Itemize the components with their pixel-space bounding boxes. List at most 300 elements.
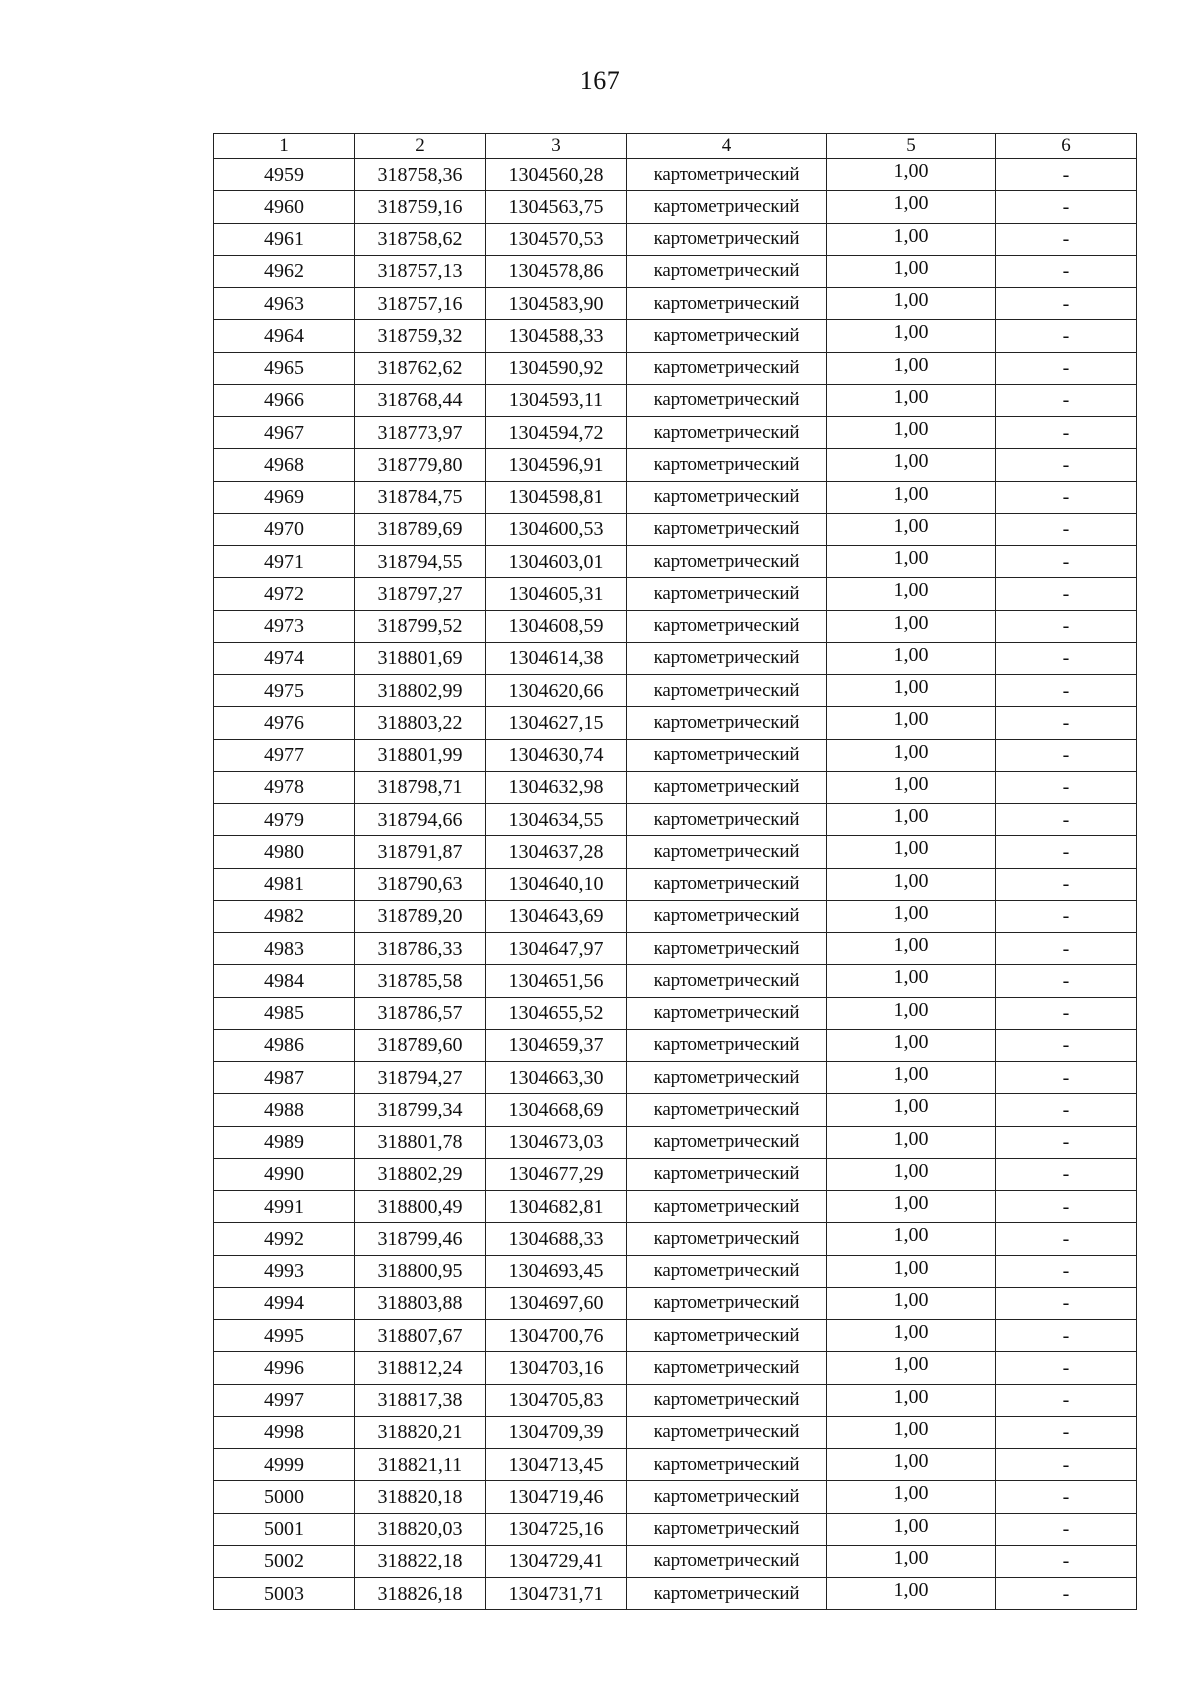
y-coordinate-cell: 1304598,81 (486, 481, 627, 513)
table-row (214, 1449, 1137, 1481)
header-col-4: 4 (627, 134, 827, 159)
table-body (214, 159, 1137, 1610)
note-cell: - (996, 771, 1137, 803)
method-cell: картометрический (627, 481, 827, 513)
point-number-cell: 4959 (214, 159, 355, 191)
accuracy-cell: 1,00 (827, 1287, 996, 1319)
table-row (214, 707, 1137, 739)
method-cell: картометрический (627, 997, 827, 1029)
note-cell: - (996, 546, 1137, 578)
y-coordinate-cell: 1304590,92 (486, 352, 627, 384)
note-cell: - (996, 997, 1137, 1029)
accuracy-cell: 1,00 (827, 707, 996, 739)
method-cell: картометрический (627, 1094, 827, 1126)
accuracy-cell: 1,00 (827, 1352, 996, 1384)
accuracy-cell: 1,00 (827, 481, 996, 513)
x-coordinate-cell: 318784,75 (355, 481, 486, 513)
accuracy-cell: 1,00 (827, 1578, 996, 1610)
method-cell: картометрический (627, 1481, 827, 1513)
x-coordinate-cell: 318773,97 (355, 417, 486, 449)
y-coordinate-cell: 1304620,66 (486, 675, 627, 707)
point-number-cell: 4978 (214, 771, 355, 803)
point-number-cell: 4967 (214, 417, 355, 449)
note-cell: - (996, 675, 1137, 707)
x-coordinate-cell: 318794,66 (355, 804, 486, 836)
table-row (214, 1384, 1137, 1416)
method-cell: картометрический (627, 1255, 827, 1287)
point-number-cell: 5002 (214, 1545, 355, 1577)
point-number-cell: 4970 (214, 513, 355, 545)
accuracy-cell: 1,00 (827, 933, 996, 965)
x-coordinate-cell: 318800,49 (355, 1191, 486, 1223)
method-cell: картометрический (627, 1578, 827, 1610)
y-coordinate-cell: 1304668,69 (486, 1094, 627, 1126)
note-cell: - (996, 481, 1137, 513)
note-cell: - (996, 868, 1137, 900)
y-coordinate-cell: 1304578,86 (486, 255, 627, 287)
x-coordinate-cell: 318801,78 (355, 1126, 486, 1158)
point-number-cell: 4989 (214, 1126, 355, 1158)
x-coordinate-cell: 318758,62 (355, 223, 486, 255)
point-number-cell: 4996 (214, 1352, 355, 1384)
table-row (214, 1191, 1137, 1223)
x-coordinate-cell: 318797,27 (355, 578, 486, 610)
table-row (214, 546, 1137, 578)
y-coordinate-cell: 1304719,46 (486, 1481, 627, 1513)
x-coordinate-cell: 318757,13 (355, 255, 486, 287)
method-cell: картометрический (627, 1287, 827, 1319)
method-cell: картометрический (627, 933, 827, 965)
x-coordinate-cell: 318790,63 (355, 868, 486, 900)
accuracy-cell: 1,00 (827, 804, 996, 836)
method-cell: картометрический (627, 449, 827, 481)
method-cell: картометрический (627, 578, 827, 610)
y-coordinate-cell: 1304688,33 (486, 1223, 627, 1255)
method-cell: картометрический (627, 771, 827, 803)
x-coordinate-cell: 318820,18 (355, 1481, 486, 1513)
accuracy-cell: 1,00 (827, 1191, 996, 1223)
point-number-cell: 4977 (214, 739, 355, 771)
accuracy-cell: 1,00 (827, 1416, 996, 1448)
y-coordinate-cell: 1304729,41 (486, 1545, 627, 1577)
point-number-cell: 5000 (214, 1481, 355, 1513)
point-number-cell: 4986 (214, 1029, 355, 1061)
y-coordinate-cell: 1304643,69 (486, 900, 627, 932)
x-coordinate-cell: 318786,33 (355, 933, 486, 965)
x-coordinate-cell: 318799,46 (355, 1223, 486, 1255)
accuracy-cell: 1,00 (827, 1255, 996, 1287)
header-col-2: 2 (355, 134, 486, 159)
point-number-cell: 4968 (214, 449, 355, 481)
table-row (214, 675, 1137, 707)
note-cell: - (996, 352, 1137, 384)
y-coordinate-cell: 1304651,56 (486, 965, 627, 997)
table-row (214, 1545, 1137, 1577)
method-cell: картометрический (627, 1320, 827, 1352)
accuracy-cell: 1,00 (827, 1481, 996, 1513)
method-cell: картометрический (627, 675, 827, 707)
table-row (214, 1416, 1137, 1448)
point-number-cell: 4982 (214, 900, 355, 932)
note-cell: - (996, 223, 1137, 255)
x-coordinate-cell: 318801,99 (355, 739, 486, 771)
note-cell: - (996, 1578, 1137, 1610)
table-row (214, 255, 1137, 287)
x-coordinate-cell: 318798,71 (355, 771, 486, 803)
x-coordinate-cell: 318759,32 (355, 320, 486, 352)
y-coordinate-cell: 1304630,74 (486, 739, 627, 771)
x-coordinate-cell: 318762,62 (355, 352, 486, 384)
page-number: 167 (579, 66, 621, 95)
method-cell: картометрический (627, 1126, 827, 1158)
x-coordinate-cell: 318821,11 (355, 1449, 486, 1481)
point-number-cell: 4960 (214, 191, 355, 223)
x-coordinate-cell: 318789,20 (355, 900, 486, 932)
accuracy-cell: 1,00 (827, 1384, 996, 1416)
accuracy-cell: 1,00 (827, 288, 996, 320)
method-cell: картометрический (627, 707, 827, 739)
note-cell: - (996, 320, 1137, 352)
point-number-cell: 4983 (214, 933, 355, 965)
table-row (214, 1320, 1137, 1352)
point-number-cell: 4984 (214, 965, 355, 997)
accuracy-cell: 1,00 (827, 1094, 996, 1126)
note-cell: - (996, 804, 1137, 836)
method-cell: картометрический (627, 546, 827, 578)
x-coordinate-cell: 318803,88 (355, 1287, 486, 1319)
note-cell: - (996, 255, 1137, 287)
table-row (214, 1352, 1137, 1384)
accuracy-cell: 1,00 (827, 1449, 996, 1481)
y-coordinate-cell: 1304596,91 (486, 449, 627, 481)
note-cell: - (996, 610, 1137, 642)
point-number-cell: 4969 (214, 481, 355, 513)
table-row (214, 1062, 1137, 1094)
point-number-cell: 4961 (214, 223, 355, 255)
method-cell: картометрический (627, 1158, 827, 1190)
method-cell: картометрический (627, 1449, 827, 1481)
table-row (214, 449, 1137, 481)
table-row (214, 288, 1137, 320)
note-cell: - (996, 1320, 1137, 1352)
method-cell: картометрический (627, 513, 827, 545)
y-coordinate-cell: 1304647,97 (486, 933, 627, 965)
point-number-cell: 4979 (214, 804, 355, 836)
method-cell: картометрический (627, 804, 827, 836)
y-coordinate-cell: 1304705,83 (486, 1384, 627, 1416)
table-row (214, 1513, 1137, 1545)
table-row (214, 1158, 1137, 1190)
accuracy-cell: 1,00 (827, 1062, 996, 1094)
point-number-cell: 4999 (214, 1449, 355, 1481)
y-coordinate-cell: 1304593,11 (486, 384, 627, 416)
table-row (214, 965, 1137, 997)
note-cell: - (996, 1126, 1137, 1158)
x-coordinate-cell: 318794,27 (355, 1062, 486, 1094)
accuracy-cell: 1,00 (827, 449, 996, 481)
accuracy-cell: 1,00 (827, 1126, 996, 1158)
x-coordinate-cell: 318820,21 (355, 1416, 486, 1448)
x-coordinate-cell: 318801,69 (355, 642, 486, 674)
method-cell: картометрический (627, 384, 827, 416)
table-row (214, 1094, 1137, 1126)
x-coordinate-cell: 318794,55 (355, 546, 486, 578)
note-cell: - (996, 642, 1137, 674)
method-cell: картометрический (627, 868, 827, 900)
note-cell: - (996, 191, 1137, 223)
table-row (214, 804, 1137, 836)
x-coordinate-cell: 318803,22 (355, 707, 486, 739)
table-row (214, 159, 1137, 191)
header-col-3: 3 (486, 134, 627, 159)
accuracy-cell: 1,00 (827, 610, 996, 642)
point-number-cell: 4973 (214, 610, 355, 642)
note-cell: - (996, 739, 1137, 771)
note-cell: - (996, 1416, 1137, 1448)
point-number-cell: 4997 (214, 1384, 355, 1416)
table-row (214, 1223, 1137, 1255)
point-number-cell: 4987 (214, 1062, 355, 1094)
x-coordinate-cell: 318768,44 (355, 384, 486, 416)
point-number-cell: 4976 (214, 707, 355, 739)
y-coordinate-cell: 1304560,28 (486, 159, 627, 191)
note-cell: - (996, 513, 1137, 545)
x-coordinate-cell: 318799,52 (355, 610, 486, 642)
accuracy-cell: 1,00 (827, 320, 996, 352)
x-coordinate-cell: 318817,38 (355, 1384, 486, 1416)
point-number-cell: 4988 (214, 1094, 355, 1126)
point-number-cell: 4990 (214, 1158, 355, 1190)
method-cell: картометрический (627, 739, 827, 771)
y-coordinate-cell: 1304682,81 (486, 1191, 627, 1223)
note-cell: - (996, 384, 1137, 416)
point-number-cell: 4981 (214, 868, 355, 900)
method-cell: картометрический (627, 1191, 827, 1223)
note-cell: - (996, 578, 1137, 610)
table-row (214, 610, 1137, 642)
y-coordinate-cell: 1304588,33 (486, 320, 627, 352)
table-row (214, 384, 1137, 416)
x-coordinate-cell: 318785,58 (355, 965, 486, 997)
table-row (214, 1255, 1137, 1287)
method-cell: картометрический (627, 320, 827, 352)
note-cell: - (996, 1223, 1137, 1255)
note-cell: - (996, 836, 1137, 868)
accuracy-cell: 1,00 (827, 997, 996, 1029)
table-row (214, 868, 1137, 900)
note-cell: - (996, 1062, 1137, 1094)
note-cell: - (996, 288, 1137, 320)
y-coordinate-cell: 1304634,55 (486, 804, 627, 836)
accuracy-cell: 1,00 (827, 1513, 996, 1545)
y-coordinate-cell: 1304637,28 (486, 836, 627, 868)
x-coordinate-cell: 318779,80 (355, 449, 486, 481)
x-coordinate-cell: 318758,36 (355, 159, 486, 191)
point-number-cell: 4974 (214, 642, 355, 674)
note-cell: - (996, 965, 1137, 997)
note-cell: - (996, 933, 1137, 965)
method-cell: картометрический (627, 1062, 827, 1094)
note-cell: - (996, 417, 1137, 449)
point-number-cell: 5001 (214, 1513, 355, 1545)
table-row (214, 1126, 1137, 1158)
y-coordinate-cell: 1304614,38 (486, 642, 627, 674)
point-number-cell: 4963 (214, 288, 355, 320)
x-coordinate-cell: 318799,34 (355, 1094, 486, 1126)
accuracy-cell: 1,00 (827, 868, 996, 900)
table-header (214, 134, 1137, 159)
point-number-cell: 4992 (214, 1223, 355, 1255)
method-cell: картометрический (627, 1416, 827, 1448)
table-row (214, 320, 1137, 352)
accuracy-cell: 1,00 (827, 513, 996, 545)
table-row (214, 223, 1137, 255)
table-row (214, 739, 1137, 771)
accuracy-cell: 1,00 (827, 1223, 996, 1255)
accuracy-cell: 1,00 (827, 739, 996, 771)
header-row (214, 134, 1137, 159)
accuracy-cell: 1,00 (827, 578, 996, 610)
x-coordinate-cell: 318791,87 (355, 836, 486, 868)
method-cell: картометрический (627, 965, 827, 997)
x-coordinate-cell: 318757,16 (355, 288, 486, 320)
y-coordinate-cell: 1304663,30 (486, 1062, 627, 1094)
note-cell: - (996, 159, 1137, 191)
y-coordinate-cell: 1304677,29 (486, 1158, 627, 1190)
point-number-cell: 4966 (214, 384, 355, 416)
x-coordinate-cell: 318812,24 (355, 1352, 486, 1384)
table-row (214, 836, 1137, 868)
table-row (214, 642, 1137, 674)
y-coordinate-cell: 1304583,90 (486, 288, 627, 320)
table-row (214, 900, 1137, 932)
table-row (214, 1481, 1137, 1513)
y-coordinate-cell: 1304659,37 (486, 1029, 627, 1061)
x-coordinate-cell: 318802,99 (355, 675, 486, 707)
x-coordinate-cell: 318789,69 (355, 513, 486, 545)
table-row (214, 481, 1137, 513)
x-coordinate-cell: 318789,60 (355, 1029, 486, 1061)
table-row (214, 191, 1137, 223)
point-number-cell: 4971 (214, 546, 355, 578)
accuracy-cell: 1,00 (827, 417, 996, 449)
accuracy-cell: 1,00 (827, 191, 996, 223)
y-coordinate-cell: 1304603,01 (486, 546, 627, 578)
note-cell: - (996, 1287, 1137, 1319)
x-coordinate-cell: 318759,16 (355, 191, 486, 223)
y-coordinate-cell: 1304627,15 (486, 707, 627, 739)
x-coordinate-cell: 318807,67 (355, 1320, 486, 1352)
note-cell: - (996, 707, 1137, 739)
method-cell: картометрический (627, 900, 827, 932)
note-cell: - (996, 1513, 1137, 1545)
point-number-cell: 4998 (214, 1416, 355, 1448)
method-cell: картометрический (627, 1545, 827, 1577)
y-coordinate-cell: 1304594,72 (486, 417, 627, 449)
x-coordinate-cell: 318822,18 (355, 1545, 486, 1577)
accuracy-cell: 1,00 (827, 1320, 996, 1352)
note-cell: - (996, 1158, 1137, 1190)
x-coordinate-cell: 318786,57 (355, 997, 486, 1029)
table-row (214, 933, 1137, 965)
table-row (214, 1578, 1137, 1610)
point-number-cell: 4972 (214, 578, 355, 610)
y-coordinate-cell: 1304655,52 (486, 997, 627, 1029)
table-row (214, 771, 1137, 803)
method-cell: картометрический (627, 1029, 827, 1061)
note-cell: - (996, 1449, 1137, 1481)
y-coordinate-cell: 1304673,03 (486, 1126, 627, 1158)
note-cell: - (996, 1029, 1137, 1061)
method-cell: картометрический (627, 1223, 827, 1255)
y-coordinate-cell: 1304608,59 (486, 610, 627, 642)
x-coordinate-cell: 318800,95 (355, 1255, 486, 1287)
point-number-cell: 4993 (214, 1255, 355, 1287)
header-col-5: 5 (827, 134, 996, 159)
point-number-cell: 4975 (214, 675, 355, 707)
point-number-cell: 4985 (214, 997, 355, 1029)
y-coordinate-cell: 1304600,53 (486, 513, 627, 545)
method-cell: картометрический (627, 223, 827, 255)
accuracy-cell: 1,00 (827, 771, 996, 803)
table-row (214, 578, 1137, 610)
point-number-cell: 4994 (214, 1287, 355, 1319)
note-cell: - (996, 900, 1137, 932)
method-cell: картометрический (627, 1384, 827, 1416)
accuracy-cell: 1,00 (827, 255, 996, 287)
y-coordinate-cell: 1304713,45 (486, 1449, 627, 1481)
accuracy-cell: 1,00 (827, 642, 996, 674)
accuracy-cell: 1,00 (827, 1545, 996, 1577)
method-cell: картометрический (627, 352, 827, 384)
point-number-cell: 4980 (214, 836, 355, 868)
method-cell: картометрический (627, 1352, 827, 1384)
y-coordinate-cell: 1304725,16 (486, 1513, 627, 1545)
note-cell: - (996, 449, 1137, 481)
method-cell: картометрический (627, 836, 827, 868)
accuracy-cell: 1,00 (827, 1029, 996, 1061)
table-row (214, 1287, 1137, 1319)
table-row (214, 352, 1137, 384)
note-cell: - (996, 1384, 1137, 1416)
table-row (214, 417, 1137, 449)
note-cell: - (996, 1094, 1137, 1126)
accuracy-cell: 1,00 (827, 352, 996, 384)
point-number-cell: 4964 (214, 320, 355, 352)
accuracy-cell: 1,00 (827, 384, 996, 416)
method-cell: картометрический (627, 417, 827, 449)
table-row (214, 513, 1137, 545)
accuracy-cell: 1,00 (827, 1158, 996, 1190)
note-cell: - (996, 1191, 1137, 1223)
y-coordinate-cell: 1304703,16 (486, 1352, 627, 1384)
x-coordinate-cell: 318802,29 (355, 1158, 486, 1190)
note-cell: - (996, 1545, 1137, 1577)
accuracy-cell: 1,00 (827, 965, 996, 997)
y-coordinate-cell: 1304731,71 (486, 1578, 627, 1610)
accuracy-cell: 1,00 (827, 546, 996, 578)
x-coordinate-cell: 318820,03 (355, 1513, 486, 1545)
point-number-cell: 4965 (214, 352, 355, 384)
y-coordinate-cell: 1304709,39 (486, 1416, 627, 1448)
method-cell: картометрический (627, 642, 827, 674)
method-cell: картометрический (627, 191, 827, 223)
method-cell: картометрический (627, 159, 827, 191)
note-cell: - (996, 1255, 1137, 1287)
y-coordinate-cell: 1304697,60 (486, 1287, 627, 1319)
method-cell: картометрический (627, 1513, 827, 1545)
y-coordinate-cell: 1304640,10 (486, 868, 627, 900)
